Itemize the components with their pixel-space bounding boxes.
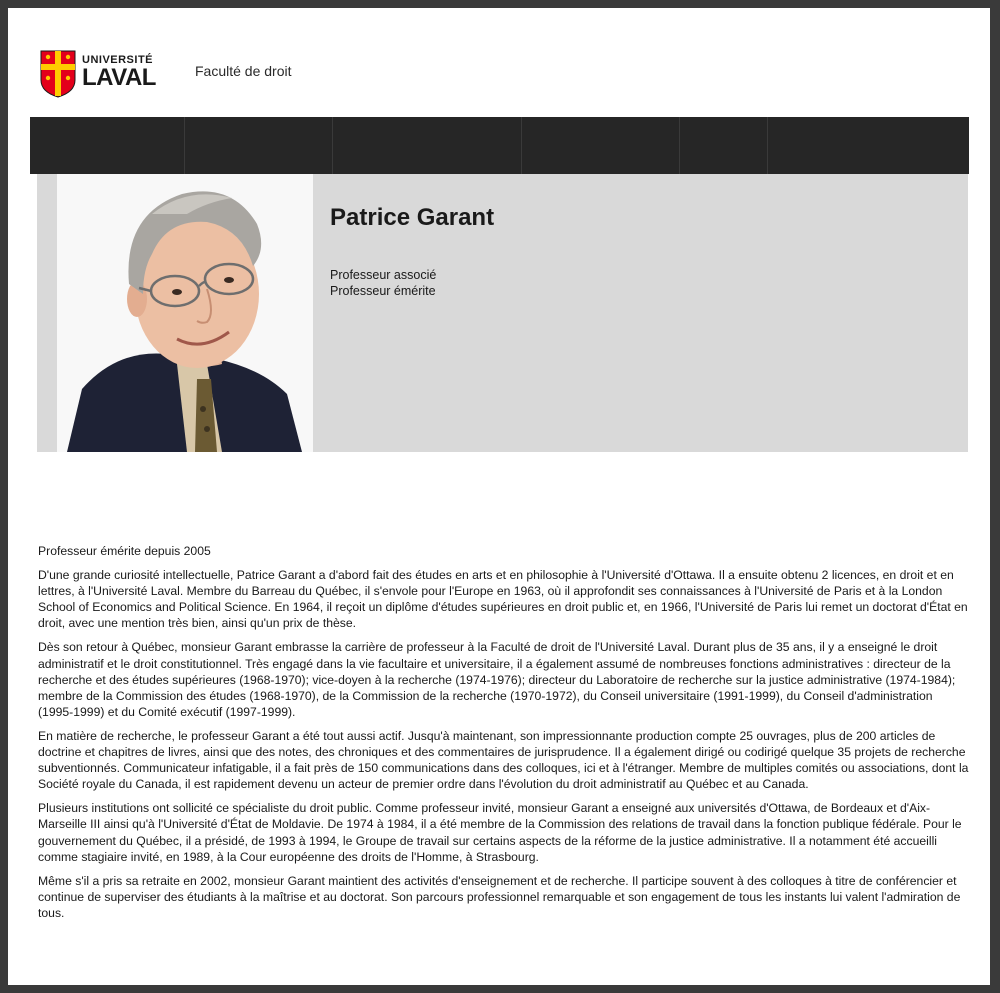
role-associate: Professeur associé [330,268,437,282]
bio-paragraph: Même s'il a pris sa retraite en 2002, monsieur Garant maintient des activités d'enseignement et de recherche. Il participe souvent à des colloques à titre de conférencier et continue de superviser des étudiants à la maîtrise et au doctorat. Son parcours professionnel remarquable et son engagement de tous les instants lui valent l'admiration de tous. [38,873,961,920]
profile-roles [330,267,436,299]
bio-paragraph: Dès son retour à Québec, monsieur Garant embrasse la carrière de professeur à la Faculté de droit de l'Université Laval. Durant plus de 35 ans, il y a enseigné le droit administratif et le droit constitutionnel. Très engagé dans la vie facultaire et universitaire, il a également assumé de nombreuses fonctions administratives : directeur de la recherche et des études supérieures (1968-1970); vice-doyen à la recherche (1974-1976); directeur du Laboratoire de recherche sur la justice administrative (1974-1984); membre de la Commission des études (1968-1970), de la Commission de la recherche (1970-1972), du Conseil universitaire (1991-1999), du Conseil d'administration (1995-1999) et du Comité exécutif (1997-1999). [38,640,956,719]
universite-laval-logo[interactable] [40,50,156,98]
nav-item-6[interactable] [768,117,969,174]
bio-paragraph: En matière de recherche, le professeur Garant a été tout aussi actif. Jusqu'à maintenant, son impressionnante production compte 25 ouvrages, plus de 200 articles de doctrine et chapitres de livres, ainsi que des notes, des chroniques et des commentaires de jurisprudence. Il a également dirigé ou codirigé quelque 35 projets de recherche subventionnés. Communicateur infatigable, il a fait près de 150 communications dans des colloques, ici et à l'étranger. Membre de multiples comités ou associations, dont la Société royale du Canada, il est rapidement devenu un acteur de premier ordre dans l'évolution du droit administratif au Québec et au Canada. [38,728,969,792]
nav-item-3[interactable] [333,117,522,174]
role-emeritus: Professeur émérite [330,284,436,298]
portrait-image [57,174,313,452]
logo-line-laval: LAVAL [82,64,156,91]
main-navigation [30,117,969,174]
faculty-name-link[interactable]: Faculté de droit [195,63,292,79]
nav-item-4[interactable] [522,117,680,174]
nav-item-5[interactable] [680,117,768,174]
bio-paragraph: Plusieurs institutions ont sollicité ce spécialiste du droit public. Comme professeur invité, monsieur Garant a enseigné aux universités d'Ottawa, de Bordeaux et d'Aix-Marseille III ainsi qu'à l'Université d'État de Moldavie. De 1974 à 1984, il a été membre de la Commission des relations de travail dans la fonction publique fédérale. Pour le gouvernement du Québec, il a présidé, de 1993 à 1994, le Groupe de travail sur certains aspects de la réforme de la justice administrative. Il a notamment été accueilli comme stagiaire invité, en 1989, à la Cour européenne des droits de l'Homme, à Strasbourg. [38,801,962,864]
nav-item-2[interactable] [185,117,333,174]
shield-icon [40,50,76,98]
bio-intro: Professeur émérite depuis 2005 [38,544,211,558]
site-header [8,8,990,116]
nav-item-1[interactable] [30,117,185,174]
biography [38,543,970,929]
profile-photo [57,174,313,452]
logo-text [82,54,156,90]
profile-name: Patrice Garant [330,204,495,231]
profile-header [37,174,968,452]
page [8,8,990,985]
logo-line-universite: UNIVERSITÉ [82,54,154,66]
bio-paragraph: D'une grande curiosité intellectuelle, Patrice Garant a d'abord fait des études en arts et en philosophie à l'Université d'Ottawa. Il a ensuite obtenu 2 licences, en droit et en lettres, à l'Université Laval. Membre du Barreau du Québec, il s'envole pour l'Europe en 1963, où il approfondit ses connaissances à l'Université de Paris et à la London School of Economics and Political Science. En 1964, il reçoit un diplôme d'études supérieures en droit public et, en 1966, l'Université de Paris lui remet un doctorat d'État en droit, avec une mention très bien, ainsi qu'un prix de thèse. [38,568,968,631]
